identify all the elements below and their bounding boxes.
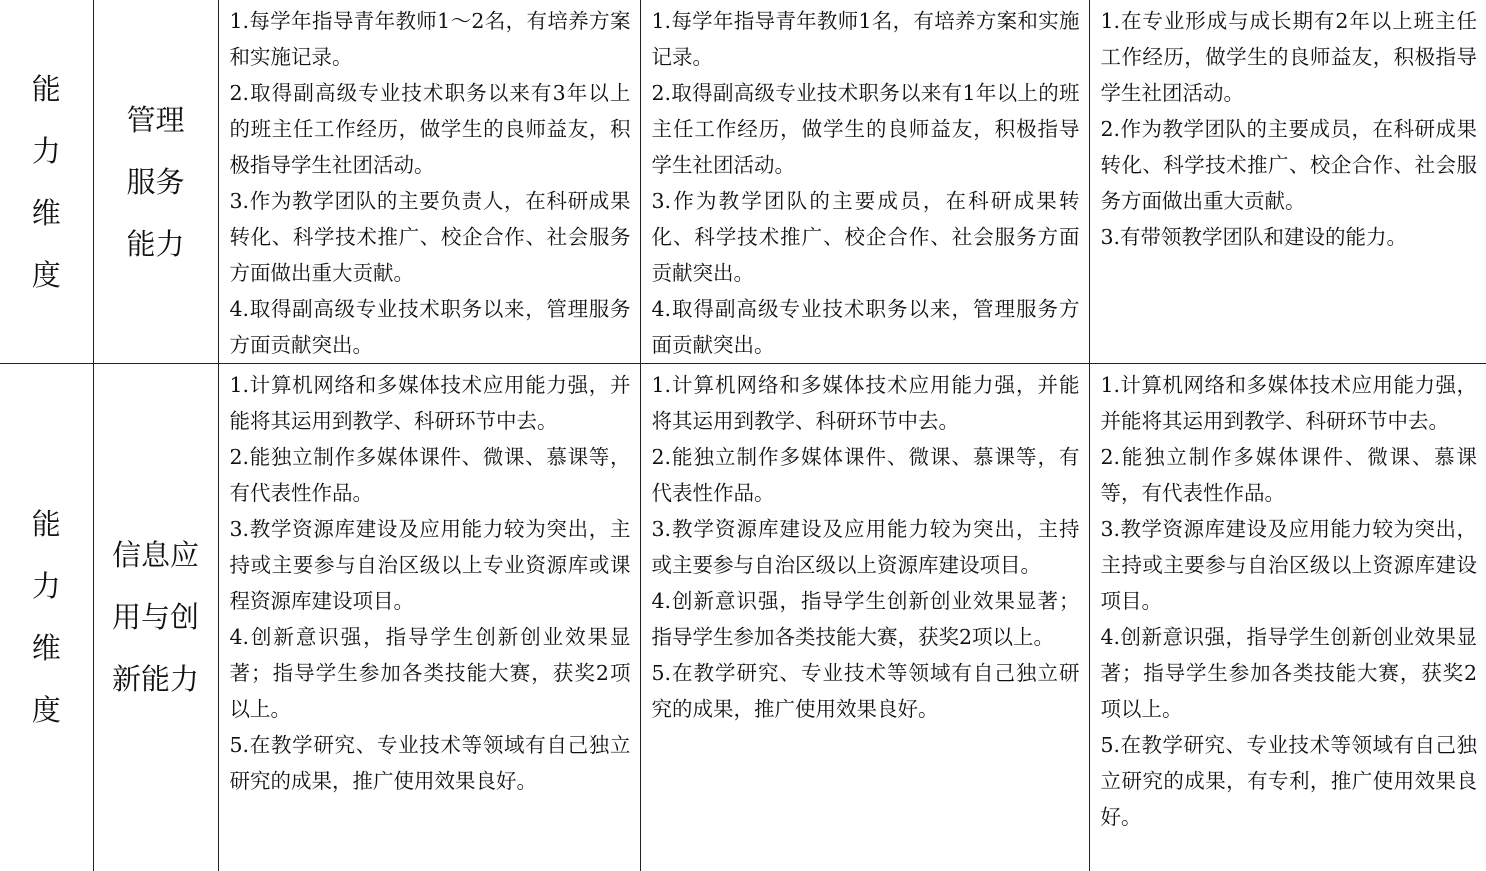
criteria-item: 2.能独立制作多媒体课件、微课、慕课等，有代表性作品。 [229, 445, 631, 505]
criteria-item: 4.取得副高级专业技术职务以来，管理服务方面贡献突出。 [229, 297, 631, 357]
criteria-item: 3.教学资源库建设及应用能力较为突出，主持或主要参与自治区级以上资源库建设项目。 [1100, 517, 1477, 613]
criteria-item: 3.教学资源库建设及应用能力较为突出，主持或主要参与自治区级以上专业资源库或课程资源库建设项目。 [229, 517, 631, 613]
table-row-information [0, 364, 1486, 871]
criteria-item: 3.作为教学团队的主要成员，在科研成果转化、科学技术推广、校企合作、社会服务方面贡献突出。 [651, 189, 1080, 285]
criteria-cell-level-1 [218, 0, 640, 364]
sub-dimension-label: 信息应用与创新能力 [111, 538, 199, 697]
dimension-cell [0, 364, 93, 871]
criteria-cell-level-2 [640, 0, 1089, 364]
criteria-cell-level-1 [218, 364, 640, 871]
criteria-item: 1.每学年指导青年教师1名，有培养方案和实施记录。 [651, 9, 1080, 69]
criteria-item: 2.取得副高级专业技术职务以来有3年以上的班主任工作经历，做学生的良师益友，积极指导学生社团活动。 [229, 81, 631, 177]
criteria-item: 5.在教学研究、专业技术等领域有自己独立研究的成果，有专利，推广使用效果良好。 [1100, 733, 1477, 829]
criteria-cell-level-2 [640, 364, 1089, 871]
criteria-item: 2.作为教学团队的主要成员，在科研成果转化、科学技术推广、校企合作、社会服务方面做出重大贡献。 [1100, 117, 1477, 213]
criteria-item: 5.在教学研究、专业技术等领域有自己独立研究的成果，推广使用效果良好。 [229, 733, 631, 793]
dimension-label: 能力维度 [31, 71, 61, 292]
criteria-item: 5.在教学研究、专业技术等领域有自己独立研究的成果，推广使用效果良好。 [651, 661, 1080, 721]
criteria-item: 1.计算机网络和多媒体技术应用能力强，并能将其运用到教学、科研环节中去。 [651, 373, 1080, 433]
criteria-item: 1.计算机网络和多媒体技术应用能力强，并能将其运用到教学、科研环节中去。 [1100, 373, 1477, 433]
criteria-item: 4.创新意识强，指导学生创新创业效果显著；指导学生参加各类技能大赛，获奖2项以上。 [1100, 625, 1477, 721]
dimension-cell [0, 0, 93, 364]
sub-dimension-cell [93, 0, 218, 364]
criteria-item: 4.创新意识强，指导学生创新创业效果显著；指导学生参加各类技能大赛，获奖2项以上。 [651, 589, 1080, 649]
criteria-item: 2.能独立制作多媒体课件、微课、慕课等，有代表性作品。 [1100, 445, 1477, 505]
criteria-item: 3.教学资源库建设及应用能力较为突出，主持或主要参与自治区级以上资源库建设项目。 [651, 517, 1080, 577]
criteria-item: 2.取得副高级专业技术职务以来有1年以上的班主任工作经历，做学生的良师益友，积极指导学生社团活动。 [651, 81, 1080, 177]
criteria-item: 1.在专业形成与成长期有2年以上班主任工作经历，做学生的良师益友，积极指导学生社团活动。 [1100, 9, 1477, 105]
criteria-item: 3.作为教学团队的主要负责人，在科研成果转化、科学技术推广、校企合作、社会服务方面做出重大贡献。 [229, 189, 631, 285]
table-row-management [0, 0, 1486, 364]
sub-dimension-label: 管理服务能力 [126, 102, 185, 261]
criteria-cell-level-3 [1089, 0, 1486, 364]
dimension-label: 能力维度 [31, 507, 61, 728]
criteria-item: 4.创新意识强，指导学生创新创业效果显著；指导学生参加各类技能大赛，获奖2项以上。 [229, 625, 631, 721]
criteria-item: 2.能独立制作多媒体课件、微课、慕课等，有代表性作品。 [651, 445, 1080, 505]
criteria-item: 1.每学年指导青年教师1～2名，有培养方案和实施记录。 [229, 9, 631, 69]
criteria-item: 1.计算机网络和多媒体技术应用能力强，并能将其运用到教学、科研环节中去。 [229, 373, 631, 433]
criteria-cell-level-3 [1089, 364, 1486, 871]
criteria-item: 4.取得副高级专业技术职务以来，管理服务方面贡献突出。 [651, 297, 1080, 357]
criteria-item: 3.有带领教学团队和建设的能力。 [1100, 225, 1408, 249]
sub-dimension-cell [93, 364, 218, 871]
